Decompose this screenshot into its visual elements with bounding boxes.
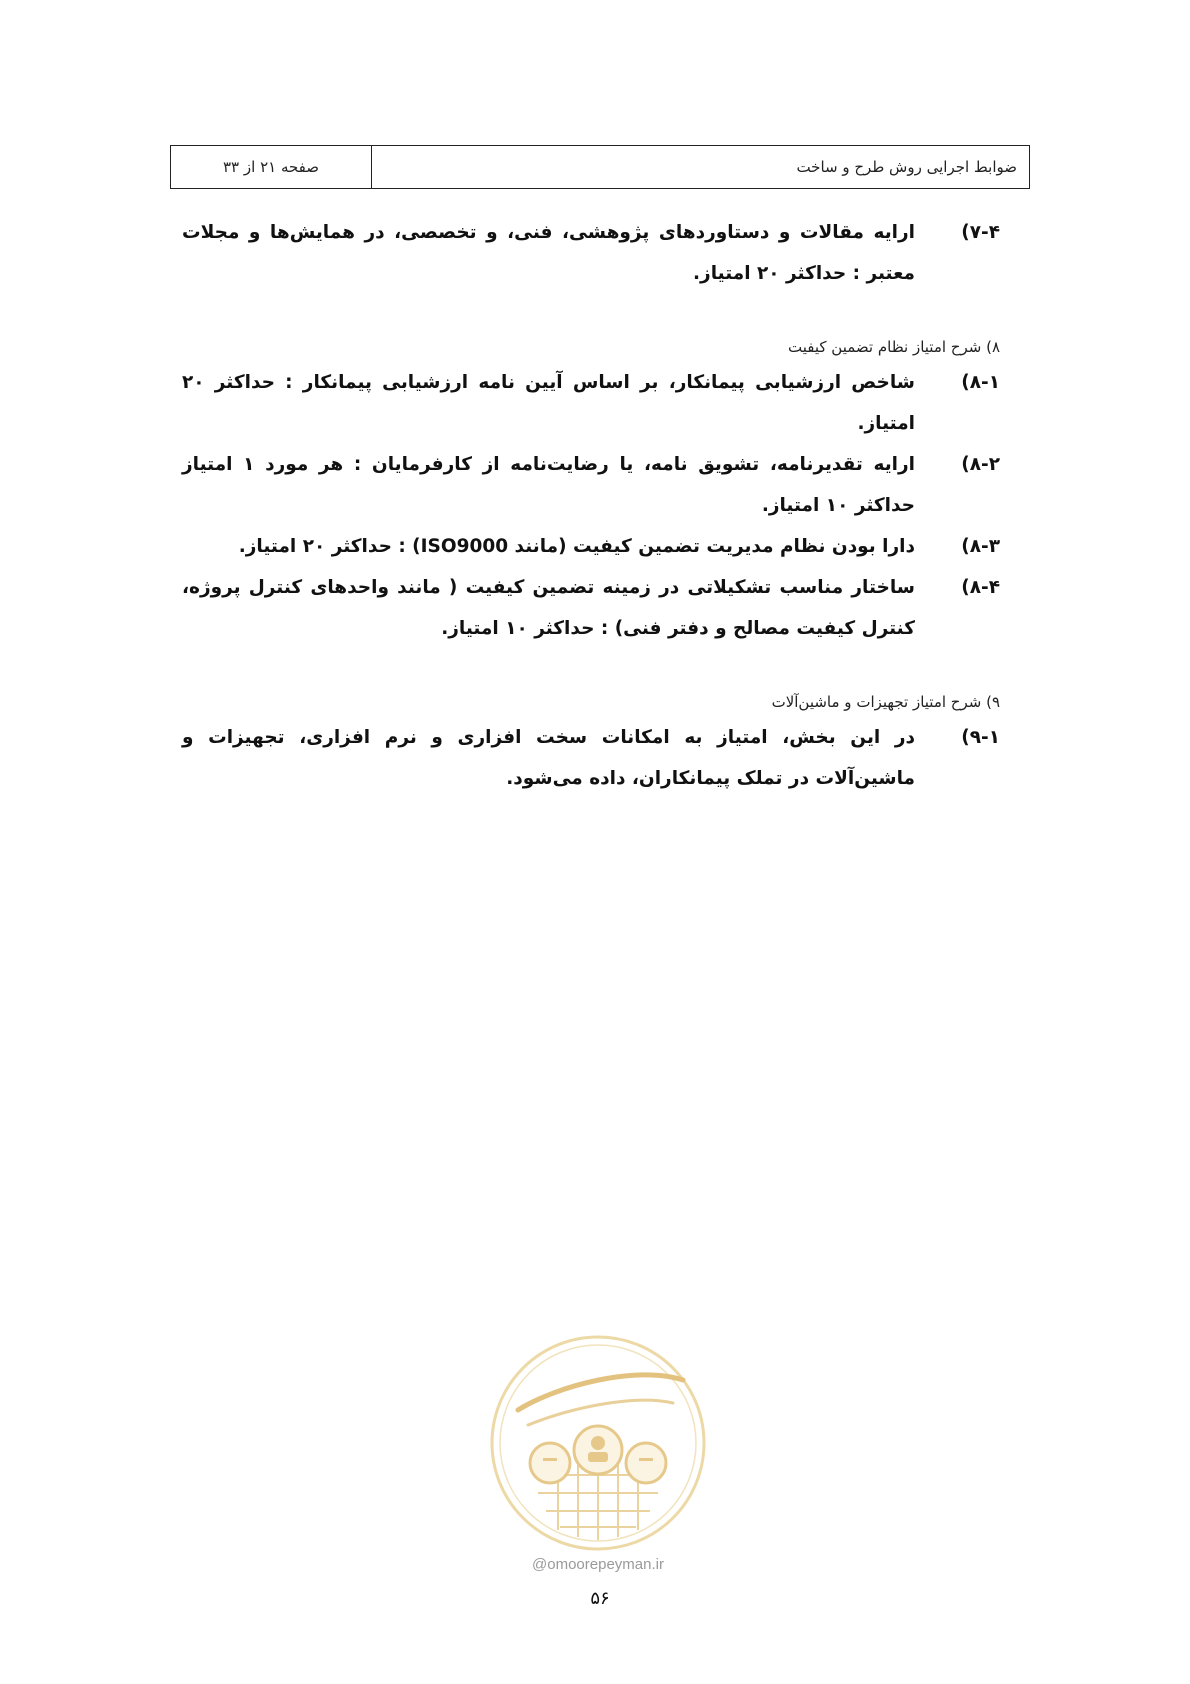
item-text: دارا بودن نظام مدیریت تضمین کیفیت (مانند ISO9000) : حداکثر ۲۰ امتیاز. <box>238 536 915 557</box>
list-item-8-2 <box>182 444 1000 526</box>
item-text: شاخص ارزشیابی پیمانکار، بر اساس آیین نامه ارزشیابی پیمانکار : حداکثر ۲۰ امتیاز. <box>182 372 915 434</box>
item-text: ارایه تقدیرنامه، تشویق نامه، یا رضایت‌نامه از کارفرمایان : هر مورد ۱ امتیاز حداکثر ۱۰ امتیاز. <box>182 454 915 516</box>
watermark-logo <box>488 1325 708 1565</box>
item-text: ساختار مناسب تشکیلاتی در زمینه تضمین کیفیت ( مانند واحدهای کنترل پروژه، کنترل کیفیت مصالح و دفتر فنی) : حداکثر ۱۰ امتیاز. <box>182 577 915 639</box>
document-body <box>182 212 1000 799</box>
item-number: ۸-۴) <box>961 577 1000 598</box>
item-text: ارایه مقالات و دستاوردهای پژوهشی، فنی، و تخصصی، در همایش‌ها و مجلات معتبر : حداکثر ۲۰ امتیاز. <box>182 222 915 284</box>
page-number: ۵۶ <box>590 1588 610 1609</box>
item-number: ۸-۳) <box>961 536 1000 557</box>
watermark-site: @omoorepeyman.ir <box>532 1556 664 1573</box>
section-title-9: ۹) شرح امتیاز تجهیزات و ماشین‌آلات <box>771 693 1000 711</box>
item-number: ۸-۲) <box>961 454 1000 475</box>
page-header-table <box>170 145 1030 189</box>
item-number: ۷-۴) <box>961 222 1000 243</box>
list-item-9-1 <box>182 717 1000 799</box>
document-title: ضوابط اجرایی روش طرح و ساخت <box>796 158 1017 176</box>
section-title-8: ۸) شرح امتیاز نظام تضمین کیفیت <box>788 338 1000 356</box>
item-number: ۹-۱) <box>961 727 1000 748</box>
list-item-8-3 <box>182 526 1000 567</box>
item-number: ۸-۱) <box>961 372 1000 393</box>
list-item-8-1 <box>182 362 1000 444</box>
watermark-seal-icon <box>488 1325 708 1565</box>
list-item-8-4 <box>182 567 1000 649</box>
item-text: در این بخش، امتیاز به امکانات سخت افزاری و نرم افزاری، تجهیزات و ماشین‌آلات در تملک پیمانکاران، داده می‌شود. <box>182 727 915 789</box>
page-info: صفحه ۲۱ از ۳۳ <box>171 146 372 188</box>
list-item-7-4 <box>182 212 1000 294</box>
